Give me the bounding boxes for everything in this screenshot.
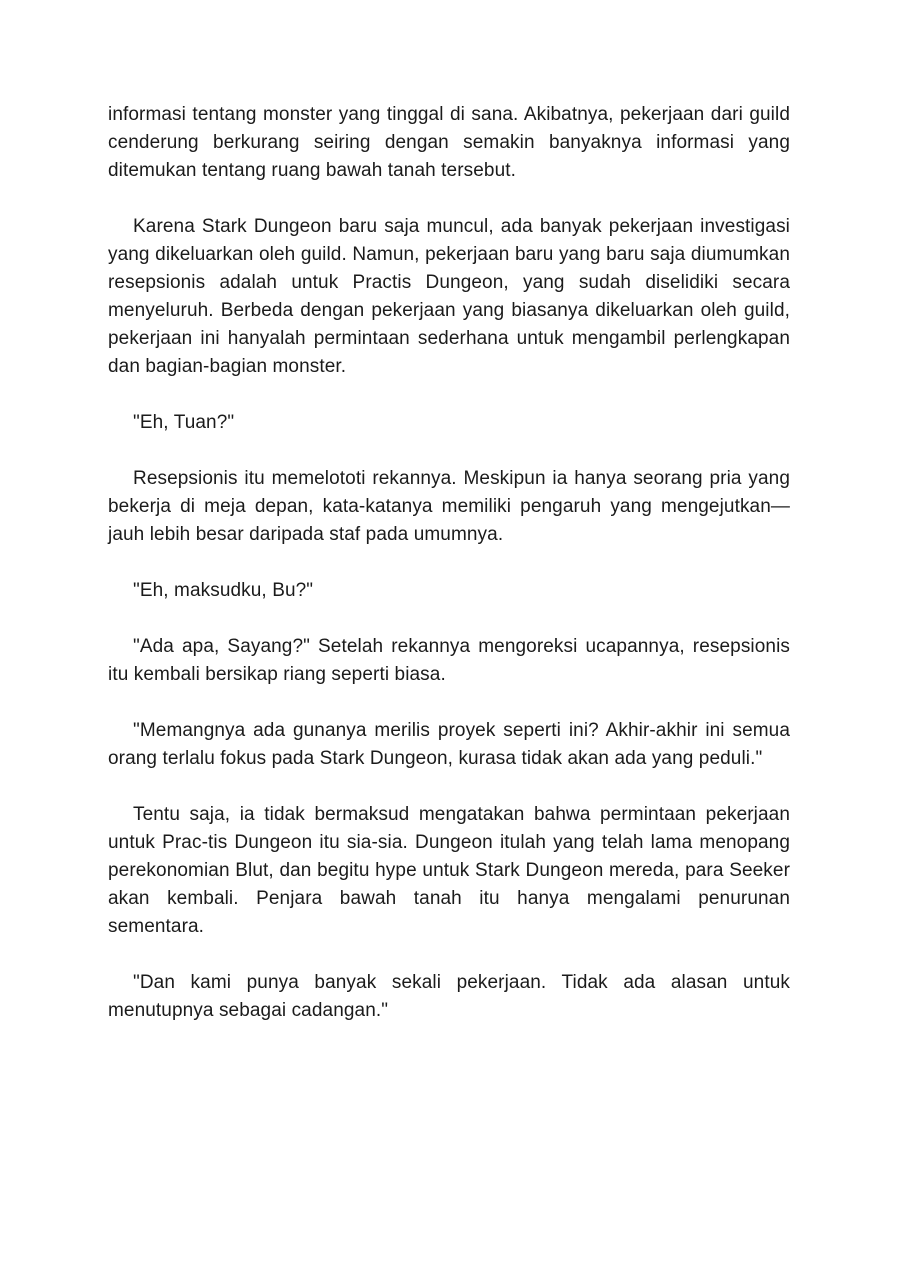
paragraph: Karena Stark Dungeon baru saja muncul, ada banyak pekerjaan investigasi yang dikeluarkan oleh guild. Namun, pekerjaan baru yang baru saja diumumkan resepsionis adalah untuk Practis Dungeon, yang sudah diselidiki secara menyeluruh. Berbeda dengan pekerjaan yang biasanya dikeluarkan oleh guild, pekerjaan ini hanyalah permintaan sederhana untuk mengambil perlengkapan dan bagian-bagian monster. [108, 216, 790, 377]
paragraph: "Eh, Tuan?" [133, 412, 235, 433]
paragraph: Resepsionis itu memelototi rekannya. Meskipun ia hanya seorang pria yang bekerja di meja depan, kata-katanya memiliki pengaruh yang mengejutkan—jauh lebih besar daripada staf pada umumnya. [108, 468, 790, 545]
paragraph: "Dan kami punya banyak sekali pekerjaan. Tidak ada alasan untuk menutupnya sebagai cadangan." [108, 972, 790, 1021]
paragraph: "Eh, maksudku, Bu?" [133, 580, 314, 601]
paragraph: "Ada apa, Sayang?" Setelah rekannya mengoreksi ucapannya, resepsionis itu kembali bersikap riang seperti biasa. [108, 636, 790, 685]
page-text [108, 101, 790, 1025]
paragraph: Tentu saja, ia tidak bermaksud mengatakan bahwa permintaan pekerjaan untuk Prac-tis Dungeon itu sia-sia. Dungeon itulah yang telah lama menopang perekonomian Blut, dan begitu hype untuk Stark Dungeon mereda, para Seeker akan kembali. Penjara bawah tanah itu hanya mengalami penurunan sementara. [108, 804, 790, 937]
paragraph: "Memangnya ada gunanya merilis proyek seperti ini? Akhir-akhir ini semua orang terlalu fokus pada Stark Dungeon, kurasa tidak akan ada yang peduli." [108, 720, 790, 769]
paragraph: informasi tentang monster yang tinggal di sana. Akibatnya, pekerjaan dari guild cenderung berkurang seiring dengan semakin banyaknya informasi yang ditemukan tentang ruang bawah tanah tersebut. [108, 104, 790, 181]
